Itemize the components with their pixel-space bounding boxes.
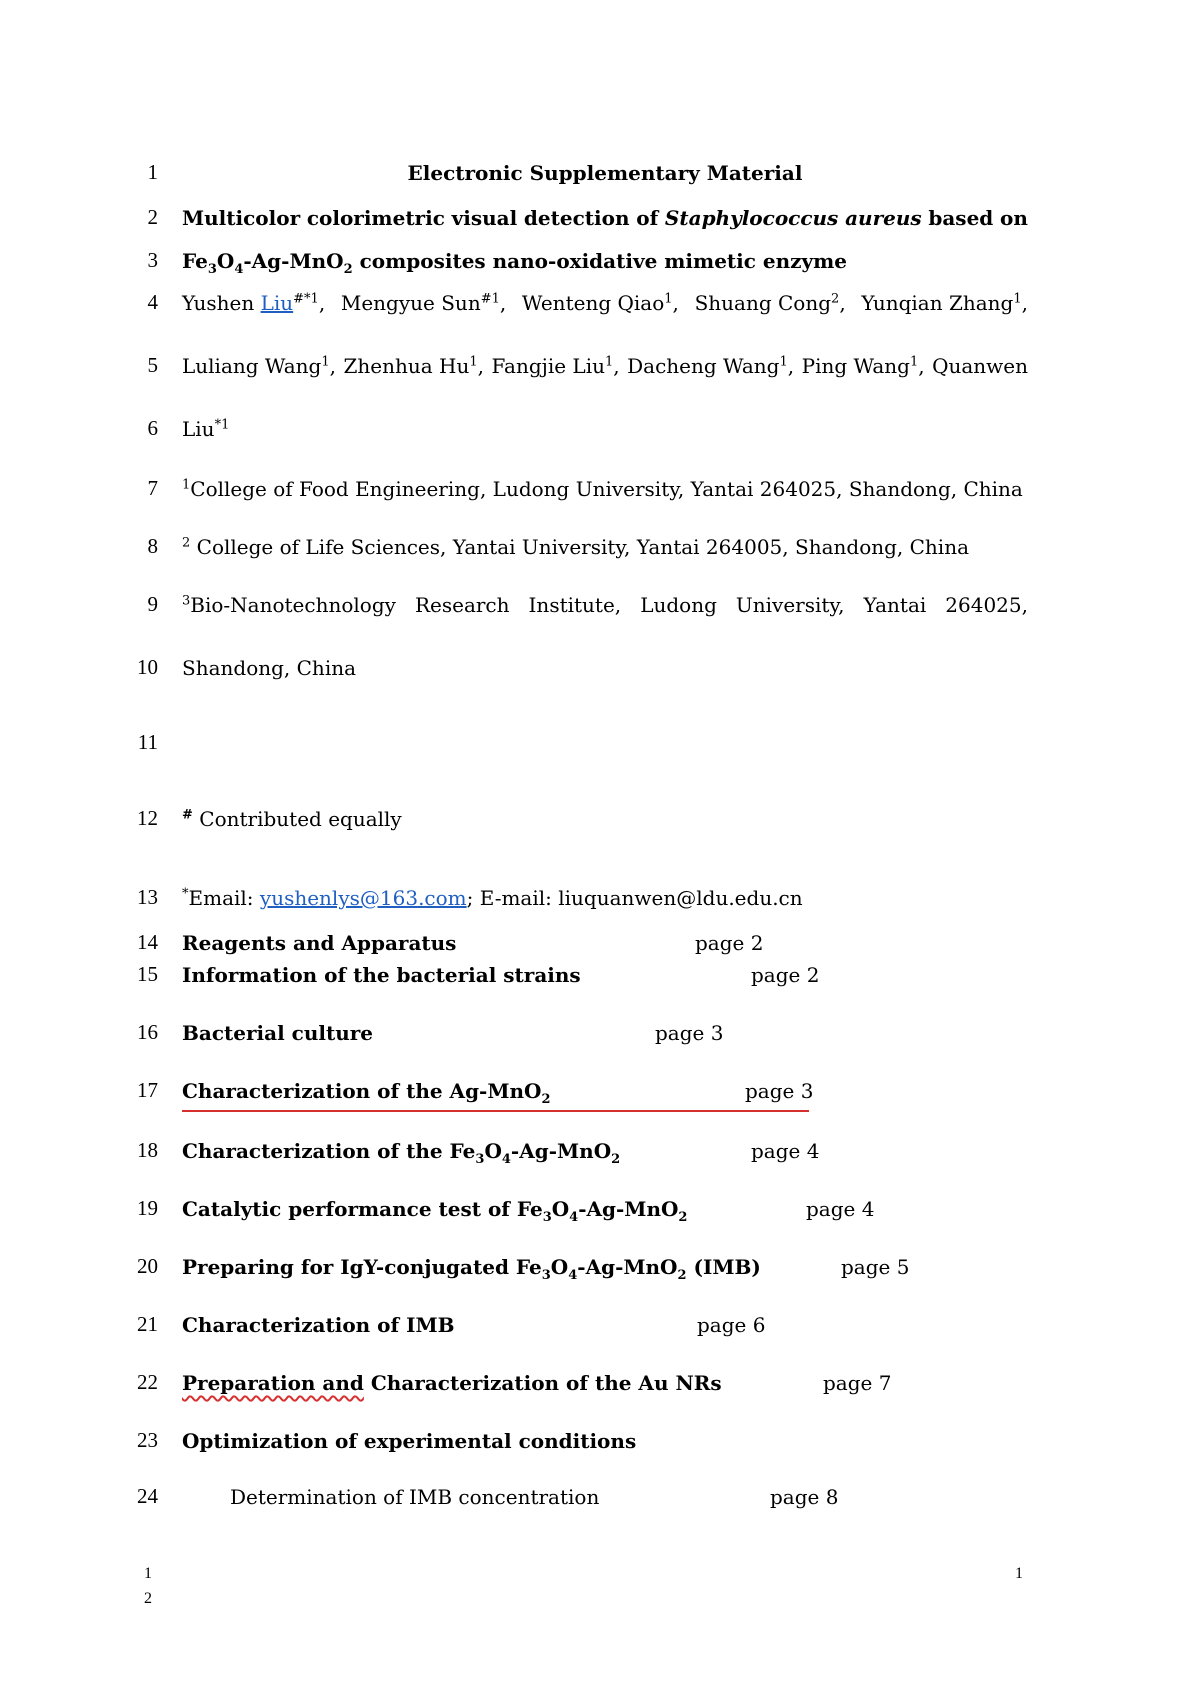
subscript: 3 xyxy=(475,1152,485,1167)
author-name: Yushen xyxy=(182,291,255,315)
affiliation-mark: 2 xyxy=(182,535,191,551)
affiliation-mark: 1 xyxy=(779,354,788,370)
subscript: 3 xyxy=(542,1210,552,1225)
affiliation-mark: 2 xyxy=(831,291,840,307)
document-heading: Electronic Supplementary Material xyxy=(407,161,803,185)
toc-text: Preparing for IgY-conjugated Fe xyxy=(182,1255,542,1279)
equal-contribution-note xyxy=(182,806,1028,832)
line-number: 16 xyxy=(137,1020,158,1044)
affiliation-mark: #1 xyxy=(480,291,500,307)
line-number: 18 xyxy=(137,1138,158,1162)
author: Fangjie Liu$^1$, xyxy=(491,354,620,378)
author: Dacheng Wang$^1$, xyxy=(627,354,795,378)
toc-text: O xyxy=(551,1197,570,1221)
subscript: 4 xyxy=(501,1152,511,1167)
subscript: 4 xyxy=(568,1268,578,1283)
author: Wenteng Qiao$^1$, xyxy=(521,291,679,315)
title-text: O xyxy=(216,249,235,273)
author-name: Fangjie Liu xyxy=(491,354,605,378)
toc-item-page: page 3 xyxy=(745,1079,814,1103)
line-number: 3 xyxy=(147,248,158,272)
author-name: Yunqian Zhang xyxy=(861,291,1014,315)
author-name: Quanwen xyxy=(932,354,1028,378)
affiliation-mark: #*1 xyxy=(293,291,319,307)
affiliation-word: Research xyxy=(414,593,510,617)
line-number: 24 xyxy=(137,1484,158,1508)
toc-item-page: page 2 xyxy=(695,931,764,955)
subscript: 2 xyxy=(343,262,353,277)
line-number: 5 xyxy=(147,353,158,377)
toc-item-label xyxy=(182,1138,1028,1167)
affiliation-word: Ludong xyxy=(640,593,717,617)
affiliation-mark: 3 xyxy=(182,593,191,609)
affiliation-mark: 1 xyxy=(909,354,919,370)
author: Shuang Cong$^2$, xyxy=(694,291,846,315)
authors-line-1 xyxy=(182,290,1028,316)
title-line-1 xyxy=(182,205,1028,231)
email-link[interactable]: yushenlys@163.com xyxy=(259,886,467,910)
subscript: 4 xyxy=(234,262,244,277)
affiliation-mark: 1 xyxy=(664,291,673,307)
author: Yushen Liu$^{\#*1}$, xyxy=(182,291,326,315)
title-word: detection xyxy=(523,206,630,230)
author-name: Mengyue Sun xyxy=(340,291,481,315)
footer-line-number: 1 xyxy=(144,1565,152,1582)
affiliation-mark: *1 xyxy=(214,417,230,433)
author-name: Zhenhua Hu xyxy=(343,354,470,378)
proofing-underline xyxy=(182,1110,809,1112)
line-number: 17 xyxy=(137,1078,158,1102)
author: Luliang Wang$^1$, xyxy=(182,354,336,378)
title-word-italic: aureus xyxy=(845,206,922,230)
toc-text: -Ag-MnO xyxy=(510,1139,612,1163)
authors-line-3 xyxy=(182,416,1028,442)
footer-line-number: 2 xyxy=(144,1590,152,1607)
toc-text-flagged: Preparation and xyxy=(182,1371,364,1395)
toc-item-page: page 5 xyxy=(841,1255,910,1279)
affiliation-3 xyxy=(182,592,1028,618)
affiliation-mark: 1 xyxy=(321,354,330,370)
line-number: 22 xyxy=(137,1370,158,1394)
line-number: 15 xyxy=(137,962,158,986)
title-word-italic: Staphylococcus xyxy=(664,206,839,230)
author: Yunqian Zhang$^1$, xyxy=(861,291,1028,315)
affiliation-1 xyxy=(182,476,1028,502)
toc-item-label xyxy=(182,1196,1028,1225)
affiliation-2 xyxy=(182,534,1028,560)
author-link[interactable]: Liu xyxy=(260,291,294,315)
subscript: 2 xyxy=(541,1092,551,1107)
email-text: ; E-mail: liuquanwen@ldu.edu.cn xyxy=(466,886,803,910)
line-number: 9 xyxy=(147,592,158,616)
affiliation-mark: 1 xyxy=(182,477,191,493)
author: Zhenhua Hu$^1$, xyxy=(343,354,484,378)
title-line-2 xyxy=(182,248,1028,277)
author-name: Ping Wang xyxy=(801,354,910,378)
toc-item-page: page 3 xyxy=(655,1021,724,1045)
affiliation-mark: 1 xyxy=(604,354,614,370)
authors-line-2 xyxy=(182,353,1028,379)
affiliation-text: Bio-Nanotechnology xyxy=(190,593,396,617)
toc-item-label xyxy=(182,1078,1028,1107)
title-text: composites nano-oxidative mimetic enzyme xyxy=(352,249,848,273)
author: Mengyue Sun$^{\#1}$, xyxy=(340,291,507,315)
subscript: 2 xyxy=(611,1152,621,1167)
page-number: 1 xyxy=(1015,1565,1023,1582)
note-symbol: * xyxy=(182,886,189,902)
subscript: 2 xyxy=(677,1268,687,1283)
line-number: 23 xyxy=(137,1428,158,1452)
line-number: 20 xyxy=(137,1254,158,1278)
toc-text: Characterization of the Fe xyxy=(182,1139,476,1163)
author-name: Dacheng Wang xyxy=(627,354,780,378)
subscript: 3 xyxy=(207,262,217,277)
toc-item-label xyxy=(182,1370,1028,1396)
note-text: Contributed equally xyxy=(192,807,402,831)
affiliation-word: Yantai xyxy=(863,593,927,617)
title-word: on xyxy=(1000,206,1028,230)
affiliation-mark: 1 xyxy=(469,354,478,370)
subscript: 4 xyxy=(569,1210,579,1225)
line-number: 4 xyxy=(147,290,158,314)
line-number: 13 xyxy=(137,885,158,909)
author-name: Liu xyxy=(182,417,215,441)
title-text: -Ag-MnO xyxy=(243,249,344,273)
title-word: Multicolor xyxy=(182,206,301,230)
note-symbol: # xyxy=(182,807,193,823)
line-number: 10 xyxy=(137,655,158,679)
email-label: Email: xyxy=(188,886,260,910)
toc-text: -Ag-MnO xyxy=(577,1255,678,1279)
line-number: 7 xyxy=(147,476,158,500)
toc-item-label: Reagents and Apparatus xyxy=(182,931,457,955)
affiliation-3-cont: Shandong, China xyxy=(182,656,357,680)
toc-item-page: page 8 xyxy=(770,1485,839,1509)
subscript: 2 xyxy=(678,1210,688,1225)
affiliation-word xyxy=(182,592,396,618)
line-number: 1 xyxy=(147,160,158,184)
line-number: 12 xyxy=(137,806,158,830)
line-number: 14 xyxy=(137,930,158,954)
toc-item-label: Bacterial culture xyxy=(182,1021,374,1045)
toc-item-label: Information of the bacterial strains xyxy=(182,963,581,987)
toc-text: O xyxy=(550,1255,569,1279)
title-word: colorimetric xyxy=(306,206,445,230)
author-name: Luliang Wang xyxy=(182,354,322,378)
toc-text: Catalytic performance test of Fe xyxy=(182,1197,543,1221)
affiliation-text: College of Life Sciences, Yantai University, Yantai 264005, Shandong, China xyxy=(190,535,970,559)
affiliation-word: Institute, xyxy=(528,593,622,617)
subscript: 3 xyxy=(541,1268,551,1283)
toc-item-page: page 6 xyxy=(697,1313,766,1337)
line-number: 21 xyxy=(137,1312,158,1336)
line-number: 2 xyxy=(147,205,158,229)
toc-text: Characterization of the Au NRs xyxy=(363,1371,722,1395)
affiliation-word: University, xyxy=(735,593,845,617)
toc-section-heading: Optimization of experimental conditions xyxy=(182,1429,637,1453)
toc-text: (IMB) xyxy=(686,1255,761,1279)
toc-text: -Ag-MnO xyxy=(578,1197,679,1221)
title-word: based xyxy=(928,206,994,230)
toc-item-page: page 4 xyxy=(806,1197,875,1221)
title-text: Fe xyxy=(182,249,208,273)
toc-item-page: page 7 xyxy=(823,1371,892,1395)
affiliation-word: 264025, xyxy=(945,593,1028,617)
toc-item-page: page 2 xyxy=(751,963,820,987)
affiliation-text: College of Food Engineering, Ludong University, Yantai 264025, Shandong, China xyxy=(190,477,1023,501)
toc-subitem-label: Determination of IMB concentration xyxy=(230,1485,600,1509)
author: Ping Wang$^1$, xyxy=(801,354,925,378)
title-word: of xyxy=(636,206,659,230)
line-number: 8 xyxy=(147,534,158,558)
author-name: Shuang Cong xyxy=(694,291,832,315)
affiliation-mark: 1 xyxy=(1013,291,1022,307)
toc-item-page: page 4 xyxy=(751,1139,820,1163)
line-number: 6 xyxy=(147,416,158,440)
correspondence-line xyxy=(182,885,1028,911)
author-name: Wenteng Qiao xyxy=(521,291,665,315)
toc-item-label: Characterization of IMB xyxy=(182,1313,455,1337)
line-number: 11 xyxy=(137,730,158,754)
toc-text: O xyxy=(484,1139,502,1163)
toc-text: Characterization of the Ag-MnO xyxy=(182,1079,542,1103)
title-word: visual xyxy=(451,206,518,230)
line-number: 19 xyxy=(137,1196,158,1220)
